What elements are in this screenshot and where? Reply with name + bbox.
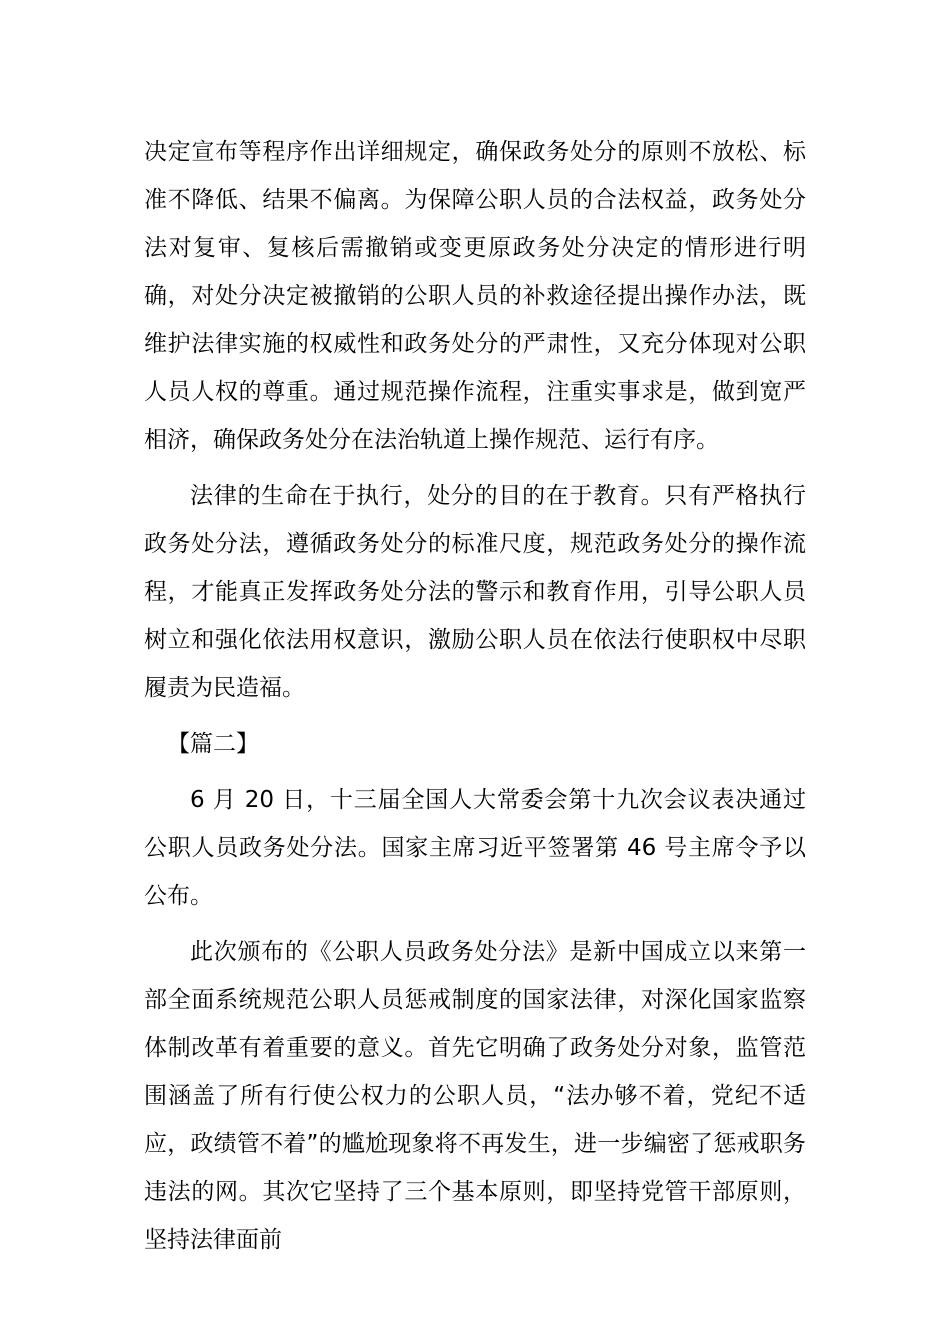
document-body [144,128,806,1272]
section-heading: 【篇二】 [167,731,259,757]
paragraph-announcement: 6 月 20 日，十三届全国人大常委会第十九次会议表决通过公职人员政务处分法。国家主席习近平签署第 46 号主席令予以公布。 [144,787,806,909]
paragraph-law-execution: 法律的生命在于执行，处分的目的在于教育。只有严格执行政务处分法，遵循政务处分的标准尺度，规范政务处分的操作流程，才能真正发挥政务处分法的警示和教育作用，引导公职人员树立和强化依法用权意识，激励公职人员在依法行使职权中尽职履责为民造福。 [144,483,806,701]
paragraph-continued: 决定宣布等程序作出详细规定，确保政务处分的原则不放松、标准不降低、结果不偏离。为保障公职人员的合法权益，政务处分法对复审、复核后需撤销或变更原政务处分决定的情形进行明确，对处分决定被撤销的公职人员的补救途径提出操作办法，既维护法律实施的权威性和政务处分的严肃性，又充分体现对公职人员人权的尊重。通过规范操作流程，注重实事求是，做到宽严相济，确保政务处分在法治轨道上操作规范、运行有序。 [144,139,806,453]
paragraph-significance: 此次颁布的《公职人员政务处分法》是新中国成立以来第一部全面系统规范公职人员惩戒制度的国家法律，对深化国家监察体制改革有着重要的意义。首先它明确了政务处分对象，监管范围涵盖了所有行使公权力的公职人员，“法办够不着，党纪不适应，政绩管不着”的尴尬现象将不再发生，进一步编密了惩戒职务违法的网。其次它坚持了三个基本原则，即坚持党管干部原则，坚持法律面前 [144,939,806,1253]
